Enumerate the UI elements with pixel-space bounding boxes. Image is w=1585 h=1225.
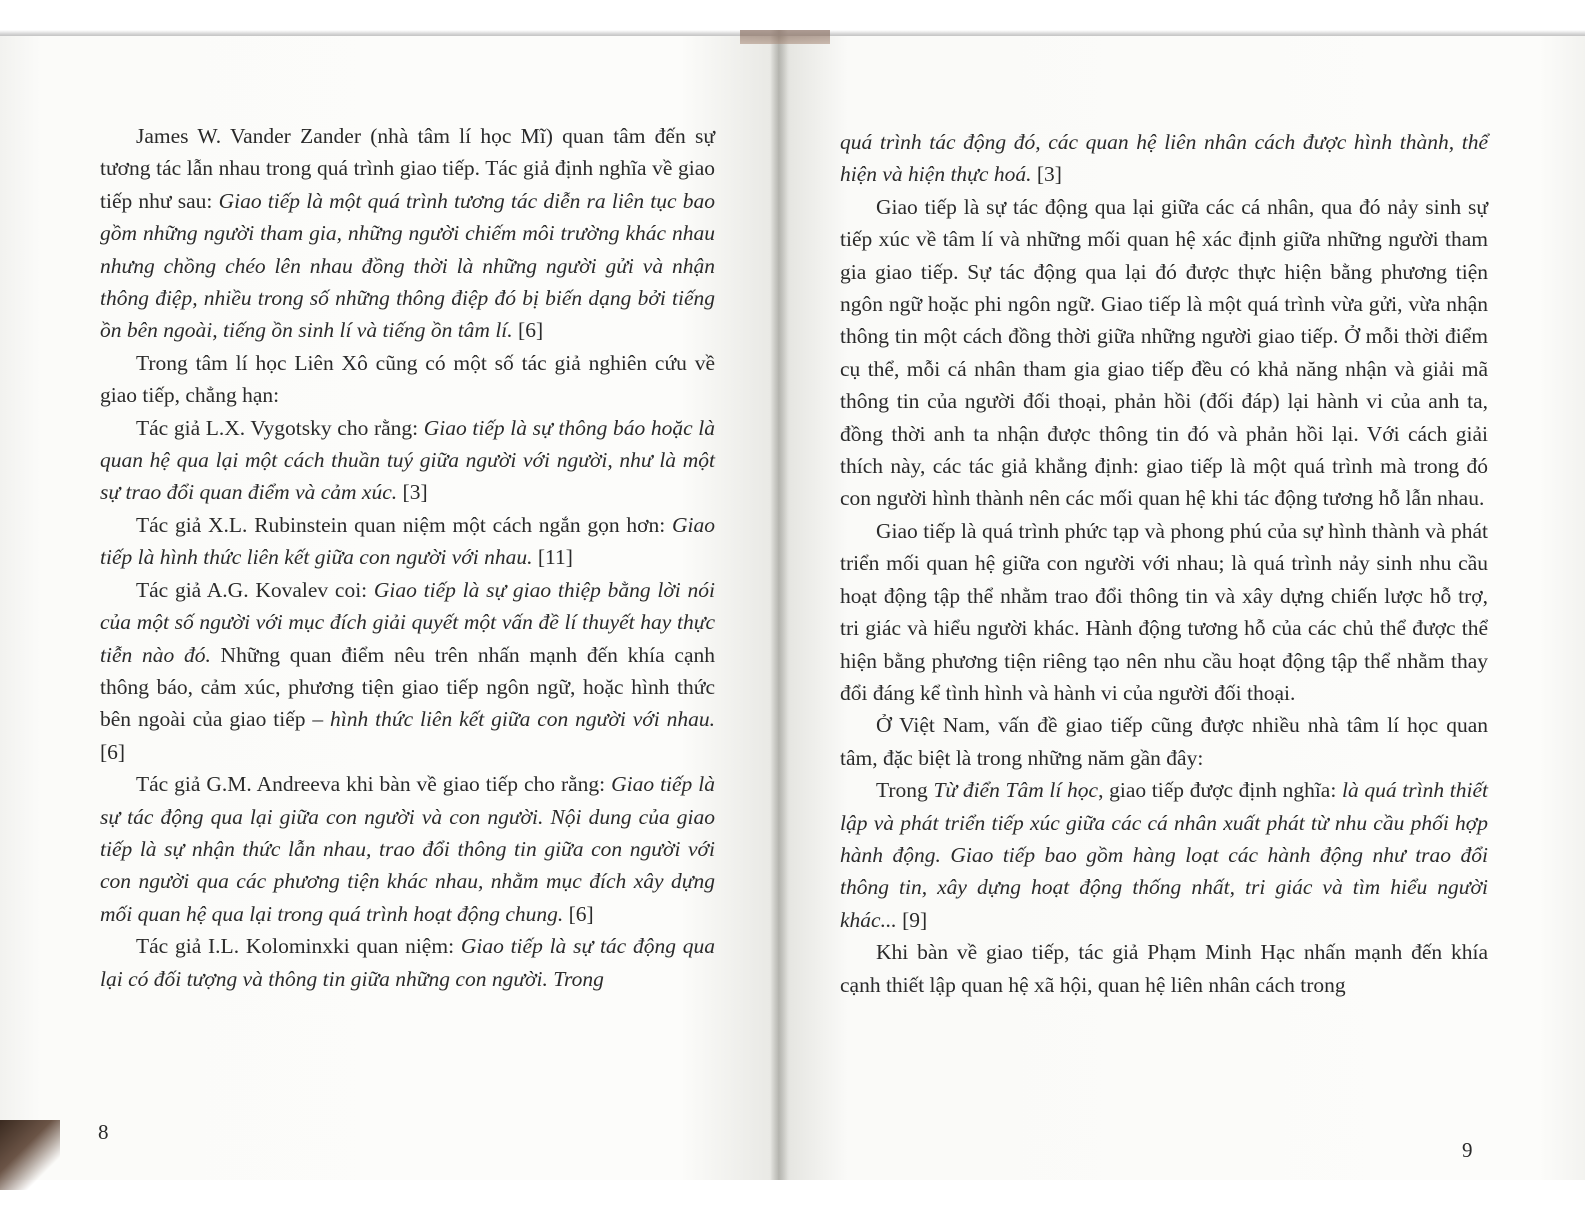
paragraph: Trong tâm lí học Liên Xô cũng có một số tác giả nghiên cứu về giao tiếp, chẳng hạn: bbox=[100, 350, 715, 408]
definition-quote: là quá trình thiết lập và phát triển tiếp xúc giữa các cá nhân xuất phát từ nhu cầu phối hợp hành động. Giao tiếp bao gồm hàng loạt các hành động như trao đổi thông tin, xây dựng hoạt động thống nhất, tri giác và tìm hiểu người khác... bbox=[840, 778, 1488, 932]
text-run: Trong bbox=[876, 778, 934, 803]
page-corner-shadow bbox=[0, 1120, 60, 1190]
paragraph bbox=[100, 412, 715, 509]
citation: [6] bbox=[512, 318, 544, 343]
text-run: Tác giả G.M. Andreeva khi bàn về giao tiếp cho rằng: bbox=[136, 772, 612, 797]
paragraph: Giao tiếp là sự tác động qua lại giữa các cá nhân, qua đó nảy sinh sự tiếp xúc về tâm lí và những mối quan hệ xác định giữa những người tham gia giao tiếp. Sự tác động qua lại đó được thực hiện bằng phương tiện ngôn ngữ hoặc phi ngôn ngữ. Giao tiếp là một quá trình vừa gửi, vừa nhận thông tin một cách đồng thời giữa những người giao tiếp. Ở mỗi thời điểm cụ thể, mỗi cá nhân tham gia giao tiếp đều có khả năng nhận và giải mã thông tin của người đối thoại, phản hồi (đối đáp) lại hành vi của anh ta, đồng thời anh ta nhận được thông tin đó và phản hồi lại. Với cách giải thích này, các tác giả khẳng định: giao tiếp là một quá trình mà trong đó con người hình thành nên các mối quan hệ khi tác động tương hỗ lẫn nhau. bbox=[840, 194, 1488, 511]
text-run: Tác giả L.X. Vygotsky cho rằng: bbox=[136, 415, 424, 440]
scan-bottom-margin bbox=[0, 1180, 1585, 1225]
paragraph bbox=[840, 126, 1488, 191]
definition-quote: Giao tiếp là sự giao thiệp bằng lời nói của một số người với mục đích giải quyết một vấn đề lí thuyết hay thực tiễn nào đó. bbox=[100, 577, 715, 667]
text-run: James W. Vander Zander (nhà tâm lí học Mĩ) quan tâm đến sự tương tác lẫn nhau trong quá trình giao tiếp. Tác giả định nghĩa về giao tiếp như sau: bbox=[100, 124, 715, 213]
definition-quote: Giao tiếp là sự thông báo hoặc là quan hệ qua lại một cách thuần tuý giữa người với người, như là một sự trao đổi quan điểm và cảm xúc. bbox=[100, 415, 715, 505]
definition-quote: Giao tiếp là sự tác động qua lại có đối tượng và thông tin giữa những con người. Trong bbox=[100, 934, 715, 991]
citation: [3] bbox=[1031, 162, 1062, 187]
paragraph: Ở Việt Nam, vấn đề giao tiếp cũng được nhiều nhà tâm lí học quan tâm, đặc biệt là trong những năm gần đây: bbox=[840, 713, 1488, 770]
definition-quote: quá trình tác động đó, các quan hệ liên nhân cách được hình thành, thể hiện và hiện thực hoá. bbox=[840, 130, 1488, 187]
text-run: , giao tiếp được định nghĩa: bbox=[1098, 778, 1342, 803]
text-run: Tác giả A.G. Kovalev coi: bbox=[136, 577, 374, 602]
definition-quote: Giao tiếp là hình thức liên kết giữa con người với nhau. bbox=[100, 512, 715, 570]
left-page-text bbox=[100, 120, 715, 995]
definition-quote: Giao tiếp là sự tác động qua lại giữa con người và con người. Nội dung của giao tiếp là sự nhận thức lẫn nhau, trao đổi thông tin giữa con người với con người qua các phương tiện khác nhau, nhằm mục đích xây dựng mối quan hệ qua lại trong quá trình hoạt động chung. bbox=[100, 772, 715, 926]
paragraph: Khi bàn về giao tiếp, tác giả Phạm Minh Hạc nhấn mạnh đến khía cạnh thiết lập quan hệ xã hội, quan hệ liên nhân cách trong bbox=[840, 940, 1488, 997]
paragraph: Giao tiếp là quá trình phức tạp và phong phú của sự hình thành và phát triển mối quan hệ giữa con người với nhau; là quá trình nảy sinh nhu cầu hoạt động tập thể nhằm trao đổi thông tin và xây dựng chiến lược hỗ trợ, tri giác và hiểu người khác. Hành động tương hỗ của các chủ thể được thể hiện bằng phương tiện riêng tạo nên nhu cầu hoạt động tập thể nhằm thay đổi đáng kể tình hình và hành vi của người đối thoại. bbox=[840, 518, 1488, 705]
text-run: Tác giả X.L. Rubinstein quan niệm một cách ngắn gọn hơn: bbox=[136, 512, 672, 537]
paragraph bbox=[100, 930, 715, 995]
definition-quote: Giao tiếp là một quá trình tương tác diễn ra liên tục bao gồm những người tham gia, những người chiếm môi trường khác nhau nhưng chồng chéo lên nhau đồng thời là những người gửi và nhận thông điệp, nhiều trong số những thông điệp đó bị biến dạng bởi tiếng ồn bên ngoài, tiếng ồn sinh lí và tiếng ồn tâm lí. bbox=[100, 188, 716, 343]
citation: [11] bbox=[532, 545, 573, 570]
text-run: Những quan điểm nêu trên nhấn mạnh đến khía cạnh thông báo, cảm xúc, phương tiện giao tiếp ngôn ngữ, hoặc hình thức bên ngoài của giao tiếp – bbox=[100, 642, 715, 732]
book-title: Từ điển Tâm lí học bbox=[933, 778, 1099, 803]
definition-quote: hình thức liên kết giữa con người với nhau. bbox=[330, 707, 715, 732]
text-run: Tác giả I.L. Kolominxki quan niệm: bbox=[136, 934, 461, 959]
right-page-text bbox=[840, 126, 1488, 1001]
spine-top-edge bbox=[740, 30, 830, 44]
page-number-right: 9 bbox=[1462, 1138, 1473, 1162]
paragraph bbox=[840, 774, 1488, 936]
paragraph bbox=[100, 768, 715, 930]
paragraph bbox=[100, 120, 715, 347]
citation: [6] bbox=[563, 901, 594, 926]
book-spine bbox=[770, 30, 788, 1180]
citation: [6] bbox=[100, 739, 126, 764]
paragraph bbox=[100, 574, 715, 768]
citation: [3] bbox=[397, 480, 428, 505]
page-number-left: 8 bbox=[98, 1120, 109, 1144]
paragraph bbox=[100, 509, 715, 574]
citation: [9] bbox=[896, 907, 928, 932]
